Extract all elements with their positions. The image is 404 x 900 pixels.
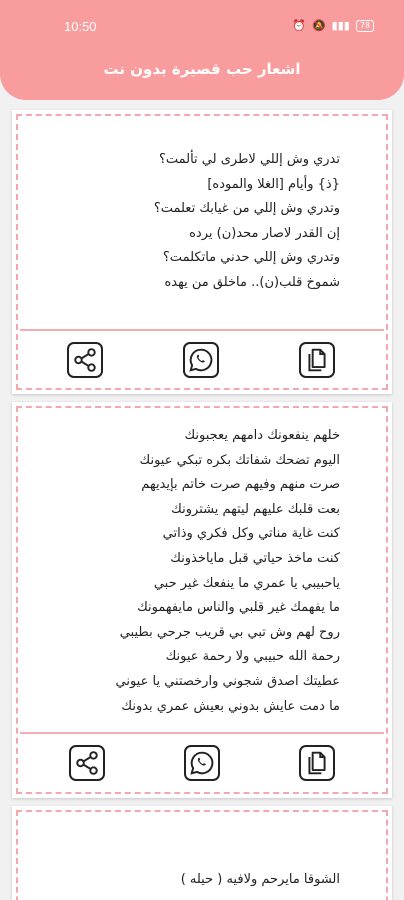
signal-icon: ▮▮▮ bbox=[331, 19, 350, 32]
poem-line: إن القدر لاصار محد(ن) يرده bbox=[189, 225, 340, 241]
whatsapp-icon bbox=[188, 347, 214, 373]
copy-button[interactable] bbox=[299, 342, 335, 378]
poem-line: تدري وش إللي لاطرى لي تألمت؟ bbox=[158, 152, 340, 167]
poem-line: ياحبيبي يا عمري ما ينفعك غير حبي bbox=[153, 575, 340, 591]
poem-line: خلهم ينفعونك دامهم يعجبونك bbox=[184, 428, 340, 443]
poem-line: شموخ قلب(ن).. ماخلق من يهده bbox=[164, 274, 340, 290]
poem-line: بعت قلبك عليهم ليتهم يشترونك bbox=[171, 501, 340, 517]
poem-card bbox=[12, 806, 392, 900]
poem-line: رحمة الله حبيبي ولا رحمة عيونك bbox=[165, 649, 340, 665]
poem-text bbox=[32, 868, 340, 893]
card-separator bbox=[20, 732, 384, 734]
poem-line: اليوم تضحك شفاتك بكره تبكي عيونك bbox=[139, 452, 340, 468]
poem-card bbox=[12, 402, 392, 798]
poem-card bbox=[12, 110, 392, 394]
card-separator bbox=[20, 329, 384, 331]
poem-line: كنت ماخذ حياتي قبل ماياخذونك bbox=[170, 550, 340, 566]
share-icon bbox=[72, 347, 98, 373]
share-button[interactable] bbox=[69, 745, 105, 781]
poem-line: روح لهم وش تبي بي قريب جرحي بطيبي bbox=[119, 624, 340, 640]
status-time: 10:50 bbox=[64, 19, 97, 34]
poem-line: صرت منهم وفيهم صرت خاتم بإيديهم bbox=[141, 477, 340, 493]
poem-line: وتدري وش إللي حدني ماتكلمت؟ bbox=[162, 250, 340, 266]
poem-line: ما دمت عايش بدوني بعيش عمري بدونك bbox=[121, 698, 340, 714]
status-icons bbox=[292, 19, 374, 32]
copy-icon bbox=[304, 347, 330, 373]
whatsapp-button[interactable] bbox=[184, 745, 220, 781]
app-header bbox=[0, 0, 404, 100]
poem-line: كنت غاية مناتي وكل فكري وذاتي bbox=[162, 526, 340, 542]
whatsapp-button[interactable] bbox=[183, 342, 219, 378]
poem-line: وتدري وش إللي من غيابك تعلمت؟ bbox=[153, 201, 340, 217]
poem-text bbox=[32, 148, 340, 296]
copy-icon bbox=[304, 750, 330, 776]
share-button[interactable] bbox=[67, 342, 103, 378]
whatsapp-icon bbox=[189, 750, 215, 776]
poem-line: {ذ} وأيام [الغلا والموده] bbox=[207, 176, 340, 192]
alarm-icon: ⏰ bbox=[292, 19, 306, 32]
poem-line: ما يفهمك غير قلبي والناس مايفهمونك bbox=[137, 600, 340, 616]
battery-icon: 78 bbox=[356, 20, 374, 32]
mute-icon: 🔕 bbox=[311, 19, 326, 32]
share-icon bbox=[74, 750, 100, 776]
copy-button[interactable] bbox=[299, 745, 335, 781]
page-title: اشعار حب قصيرة بدون نت bbox=[103, 60, 301, 78]
poem-line: عطيتك اصدق شجوني وارخصتني يا عيوني bbox=[115, 673, 340, 689]
poem-text bbox=[32, 424, 340, 719]
poem-line: الشوقا مايرحم ولافيه ( حيله ) bbox=[180, 872, 340, 887]
